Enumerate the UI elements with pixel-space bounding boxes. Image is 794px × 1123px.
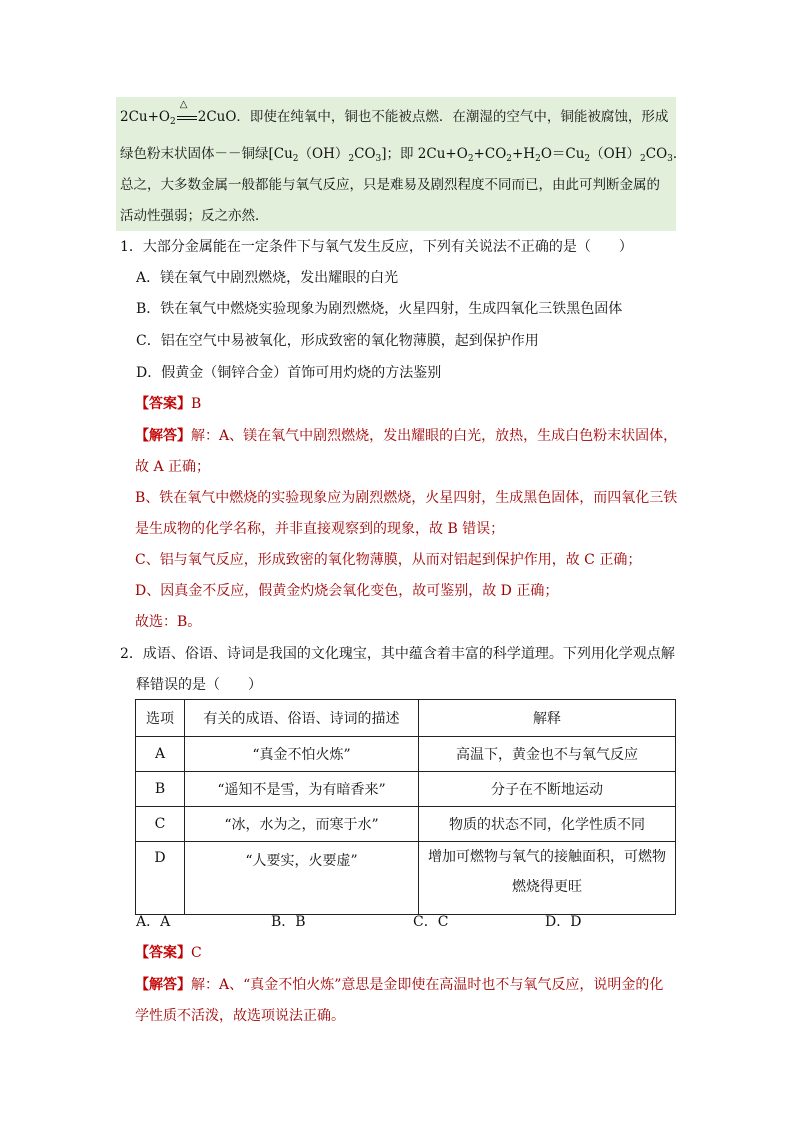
answer-tag: 【答案】 (135, 945, 191, 961)
table-cell: A (136, 737, 185, 772)
delta-icon: △ (179, 99, 188, 110)
q1-stem: 1．大部分金属能在一定条件下与氧气发生反应，下列有关说法不正确的是（ ） (120, 239, 633, 255)
q1-analysis-2: 故 A 正确； (135, 459, 211, 475)
q2-analysis-1: 【解答】解：A、“真金不怕火炼”意思是金即使在高温时也不与氧气反应，说明金的化 (135, 977, 664, 993)
table-row (136, 842, 676, 915)
q1-option-c: C．铝在空气中易被氧化，形成致密的氧化物薄膜，起到保护作用 (136, 333, 539, 349)
answer-tag: 【答案】 (135, 396, 191, 412)
table-cell: “人要实，火要虚” (185, 842, 419, 915)
q2-stem-1: 2．成语、俗语、诗词是我国的文化瑰宝，其中蕴含着丰富的科学道理。下列用化学观点解 (120, 646, 675, 662)
table-cell: B (136, 772, 185, 807)
q1-analysis-7: 故选：B。 (135, 614, 202, 630)
answer-value: B (191, 396, 202, 412)
q1-answer (135, 394, 201, 414)
table-cell: “遥知不是雪，为有暗香来” (185, 772, 419, 807)
table-cell: 增加可燃物与氧气的接触面积，可燃物燃烧得更旺 (419, 842, 676, 915)
analysis-tag: 【解答】 (135, 428, 191, 444)
intro-text: ．即使在纯氧中，铜也不能被点燃．在潮湿的空气中，铜能被腐蚀，形成 (236, 109, 669, 125)
q2-options-table (135, 699, 676, 915)
table-cell: 物质的状态不同，化学性质不同 (419, 807, 676, 842)
table-cell: 分子在不断地运动 (419, 772, 676, 807)
table-cell: D (136, 842, 185, 915)
q1-analysis-3: B、铁在氧气中燃烧的实验现象应为剧烈燃烧，火星四射，生成黑色固体，而四氧化三铁 (135, 490, 678, 506)
table-cell: “真金不怕火炼” (185, 737, 419, 772)
intro-line-4: 活动性强弱；反之亦然． (120, 208, 269, 224)
q2-analysis-2: 学性质不活泼，故选项说法正确。 (135, 1008, 345, 1024)
table-header: 选项 (136, 700, 185, 737)
table-header-row (136, 700, 676, 737)
table-header: 解释 (419, 700, 676, 737)
choice-b: B．B (271, 914, 306, 930)
subscript: 2 (170, 117, 176, 127)
table-row (136, 807, 676, 842)
table-cell: “冰，水为之，而寒于水” (185, 807, 419, 842)
choice-c: C．C (413, 914, 449, 930)
table-row (136, 772, 676, 807)
choice-a: A．A (136, 914, 171, 930)
intro-line-1 (120, 99, 669, 131)
formula-text: 2Cu+O (120, 109, 170, 125)
analysis-tag: 【解答】 (135, 977, 191, 993)
q2-choices (136, 912, 581, 932)
q1-option-b: B．铁在氧气中燃烧实验现象为剧烈燃烧，火星四射，生成四氧化三铁黑色固体 (136, 301, 623, 317)
q2-answer (135, 943, 202, 963)
q1-analysis-1: 【解答】解：A、镁在氧气中剧烈燃烧，发出耀眼的白光，放热，生成白色粉末状固体， (135, 428, 678, 444)
q1-analysis-5: C、铝与氧气反应，形成致密的氧化物薄膜，从而对铝起到保护作用，故 C 正确； (135, 552, 642, 568)
table-header: 有关的成语、俗语、诗词的描述 (185, 700, 419, 737)
answer-value: C (191, 945, 202, 961)
intro-line-2: 绿色粉末状固体－－铜绿$[Cu_2(OH)_2CO_3]$；即 $2Cu+O_2+CO_2+H_2O=Cu_2(OH)_2CO_3$． (120, 146, 687, 164)
table-row (136, 737, 676, 772)
intro-line-3: 总之，大多数金属一般都能与氧气反应，只是难易及剧烈程度不同而已，由此可判断金属的 (120, 177, 660, 193)
table-cell: 高温下，黄金也不与氧气反应 (419, 737, 676, 772)
table-cell: C (136, 807, 185, 842)
q1-option-a: A．镁在氧气中剧烈燃烧，发出耀眼的白光 (136, 270, 399, 286)
choice-d: D．D (545, 914, 582, 930)
q2-stem-2: 释错误的是（ ） (136, 677, 262, 693)
q1-option-d: D．假黄金（铜锌合金）首饰可用灼烧的方法鉴别 (136, 365, 442, 381)
q1-analysis-6: D、因真金不反应，假黄金灼烧会氧化变色，故可鉴别，故 D 正确； (135, 583, 559, 599)
heat-equals-sign (176, 99, 198, 126)
formula-text: 2CuO (197, 109, 237, 125)
q1-analysis-4: 是生成物的化学名称，并非直接观察到的现象，故 B 错误； (135, 521, 505, 537)
